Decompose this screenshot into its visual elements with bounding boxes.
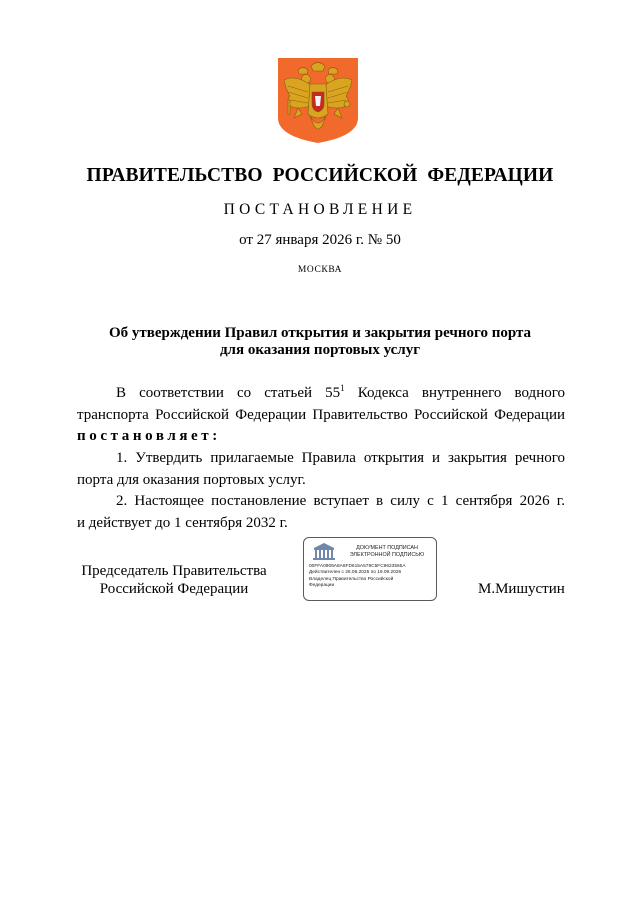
subject-line-2: для оказания портовых услуг	[219, 342, 421, 358]
document-subject	[0, 325, 640, 359]
coat-of-arms-icon	[276, 56, 360, 144]
body-paragraph-2-line-1: 1. Утвердить прилагаемые Правила открытия и закрытия речного	[116, 450, 565, 467]
government-building-icon	[312, 543, 336, 561]
resolution-keyword: постановляет:	[77, 428, 221, 445]
body-paragraph-2-line-2: порта для оказания портовых услуг.	[77, 471, 306, 488]
government-title: ПРАВИТЕЛЬСТВО РОССИЙСКОЙ ФЕДЕРАЦИИ	[86, 165, 554, 186]
stamp-validity: Действителен с 26.06.2025 по 19.09.2026	[309, 570, 402, 576]
stamp-owner-line-2: Федерации	[309, 583, 335, 589]
stamp-serial: 00FFA0909A8A6FD615A579C5FC9623565A	[309, 564, 406, 569]
signer-position-line-2: Российской Федерации	[99, 581, 249, 597]
article-superscript: 1	[340, 383, 345, 393]
signer-name: М.Мишустин	[478, 581, 565, 597]
electronic-signature-stamp	[303, 537, 437, 601]
body-paragraph-1-line-1: В соответствии со статьей $55^1$ Кодекса внутреннего водного	[116, 383, 565, 401]
body-paragraph-3-line-1: 2. Настоящее постановление вступает в силу с 1 сентября 2026 г.	[116, 493, 565, 510]
body-paragraph-3-line-2: и действует до 1 сентября 2032 г.	[77, 515, 288, 532]
document-city: МОСКВА	[297, 265, 343, 275]
document-type: ПОСТАНОВЛЕНИЕ	[223, 201, 417, 218]
subject-line-1: Об утверждении Правил открытия и закрытия речного порта	[108, 325, 532, 341]
stamp-title-line-1: ДОКУМЕНТ ПОДПИСАН	[356, 545, 418, 551]
stamp-title	[340, 545, 434, 558]
document-body	[77, 383, 565, 535]
stamp-owner-line-1: Владелец Правительство Российской	[309, 576, 394, 582]
body-paragraph-1-line-2: транспорта Российской Федерации Правительство Российской Федерации	[77, 406, 565, 423]
coat-of-arms-svg	[276, 56, 360, 144]
signer-position-line-1: Председатель Правительства	[81, 563, 267, 579]
signer-position	[76, 562, 272, 598]
stamp-details	[309, 564, 435, 590]
document-date-number: от 27 января 2026 г. № 50	[239, 232, 401, 248]
stamp-title-line-2: ЭЛЕКТРОННОЙ ПОДПИСЬЮ	[349, 551, 425, 558]
